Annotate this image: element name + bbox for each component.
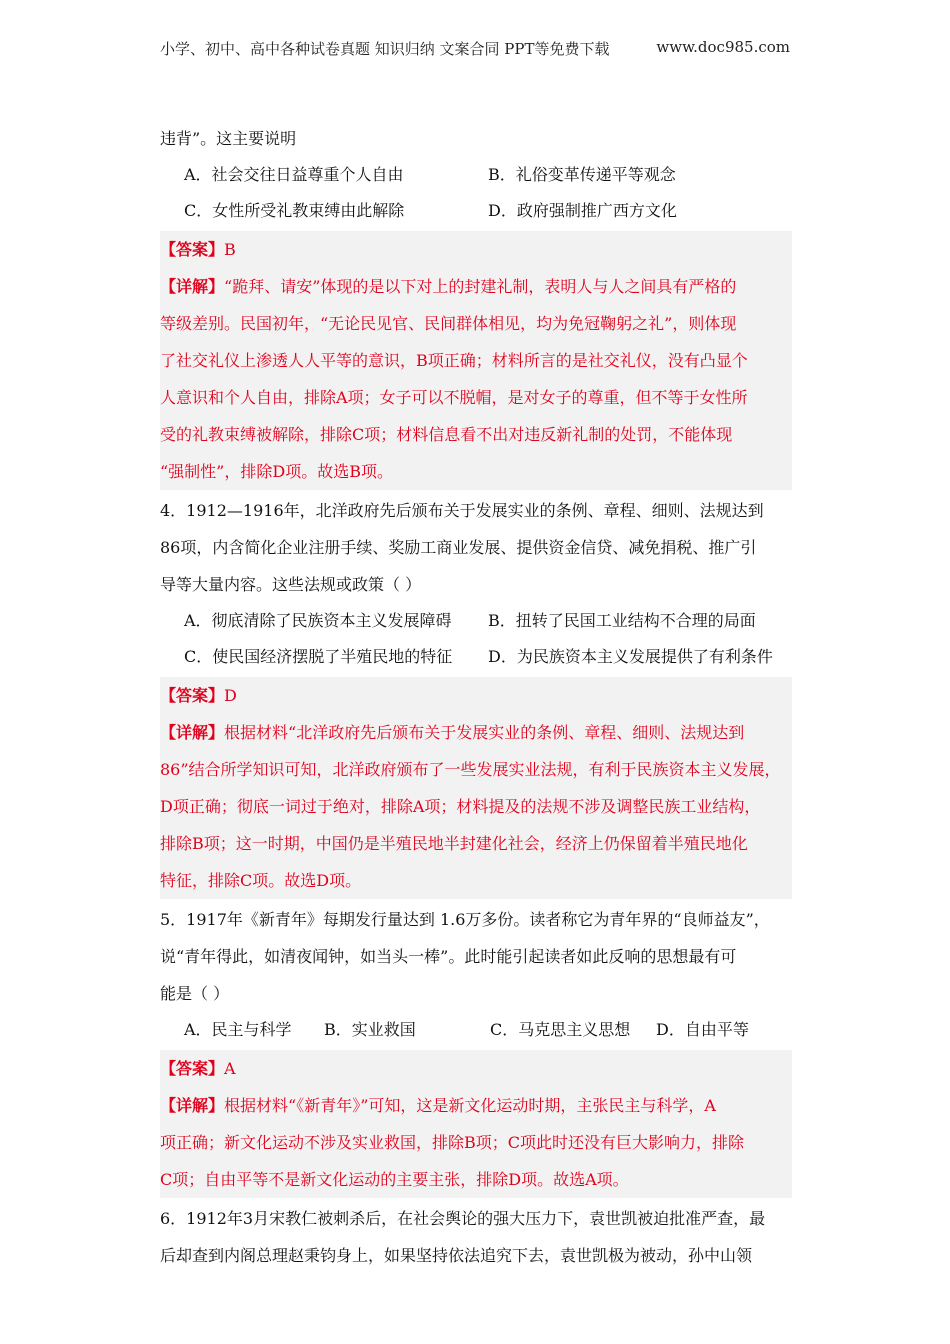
q4-answer-block [160, 677, 792, 899]
q5-answer-block [160, 1050, 792, 1198]
q4-detail-line: D项正确；彻底一词过于绝对，排除A项；材料提及的法规不涉及调整民族工业结构， [160, 797, 761, 816]
q4-option-b: B．扭转了民国工业结构不合理的局面 [488, 611, 756, 630]
q4-stem: 导等大量内容。这些法规或政策（ ） [160, 575, 422, 594]
q4-option-c: C．使民国经济摆脱了半殖民地的特征 [184, 647, 453, 666]
q3-option-d: D．政府强制推广西方文化 [488, 201, 677, 220]
q5-options-row [160, 1012, 792, 1048]
q5-stem: 说“青年得此，如清夜闻钟，如当头一棒”。此时能引起读者如此反响的思想最有可 [160, 947, 737, 966]
q4-stem: 4．1912—1916年，北洋政府先后颁布关于发展实业的条例、章程、细则、法规达到 [160, 501, 764, 520]
q4-option-a: A．彻底清除了民族资本主义发展障碍 [184, 611, 452, 630]
q3-detail-line: 等级差别。民国初年，“无论民见官、民间群体相见，均为免冠鞠躬之礼”，则体现 [160, 314, 737, 333]
q3-options-row-1 [160, 157, 792, 193]
q5-stem: 5．1917年《新青年》每期发行量达到 1.6万多份。读者称它为青年界的“良师益友”， [160, 910, 770, 929]
page-header [160, 38, 790, 59]
q6-stem: 后却查到内阁总理赵秉钧身上，如果坚持依法追究下去，袁世凯极为被动，孙中山领 [160, 1246, 753, 1265]
q5-option-d: D．自由平等 [656, 1020, 749, 1039]
q3-option-c: C．女性所受礼教束缚由此解除 [184, 201, 405, 220]
q3-detail-line: 人意识和个人自由，排除A项；女子可以不脱帽，是对女子的尊重，但不等于女性所 [160, 388, 748, 407]
q3-detail-line: 受的礼教束缚被解除，排除C项；材料信息看不出对违反新礼制的处罚，不能体现 [160, 425, 733, 444]
header-text: 小学、初中、高中各种试卷真题 知识归纳 文案合同 PPT等免费下载 [160, 40, 610, 58]
q5-option-b: B．实业救国 [324, 1020, 416, 1039]
q4-detail-line: 【详解】根据材料“北洋政府先后颁布关于发展实业的条例、章程、细则、法规达到 [160, 723, 745, 742]
q4-options-row-1 [160, 603, 792, 639]
q5-option-a: A．民主与科学 [184, 1020, 292, 1039]
q3-detail-line: “强制性”，排除D项。故选B项。 [160, 462, 393, 481]
q3-detail-line: 了社交礼仪上渗透人人平等的意识，B项正确；材料所言的是社交礼仪，没有凸显个 [160, 351, 748, 370]
q3-options-row-2 [160, 193, 792, 229]
header-site: www.doc985.com [656, 38, 790, 56]
document-body [160, 120, 792, 1274]
q5-detail-line: 项正确；新文化运动不涉及实业救国，排除B项；C项此时还没有巨大影响力，排除 [160, 1133, 745, 1152]
q3-option-a: A．社会交往日益尊重个人自由 [184, 165, 404, 184]
q5-stem: 能是（ ） [160, 984, 230, 1003]
q3-answer: 【答案】B [160, 240, 236, 259]
q3-detail-line: 【详解】“跪拜、请安”体现的是以下对上的封建礼制，表明人与人之间具有严格的 [160, 277, 737, 296]
q6-stem: 6．1912年3月宋教仁被刺杀后，在社会舆论的强大压力下，袁世凯被迫批准严查，最 [160, 1209, 766, 1228]
q4-answer: 【答案】D [160, 686, 237, 705]
q4-option-d: D．为民族资本主义发展提供了有利条件 [488, 647, 773, 666]
q5-answer: 【答案】A [160, 1059, 236, 1078]
q4-stem: 86项，内含简化企业注册手续、奖励工商业发展、提供资金信贷、减免捐税、推广引 [160, 538, 757, 557]
q3-option-b: B．礼俗变革传递平等观念 [488, 165, 676, 184]
q4-detail-line: 86”结合所学知识可知，北洋政府颁布了一些发展实业法规，有利于民族资本主义发展， [160, 760, 781, 779]
q4-detail-line: 特征，排除C项。故选D项。 [160, 871, 362, 890]
q3-answer-block [160, 231, 792, 490]
q4-detail-line: 排除B项；这一时期，中国仍是半殖民地半封建化社会，经济上仍保留着半殖民地化 [160, 834, 748, 853]
q5-detail-line: 【详解】根据材料“《新青年》”可知，这是新文化运动时期，主张民主与科学，A [160, 1096, 716, 1115]
q3-stem-tail: 违背”。这主要说明 [160, 129, 297, 148]
q5-detail-line: C项；自由平等不是新文化运动的主要主张，排除D项。故选A项。 [160, 1170, 629, 1189]
q5-option-c: C．马克思主义思想 [490, 1020, 631, 1039]
q4-options-row-2 [160, 639, 792, 675]
